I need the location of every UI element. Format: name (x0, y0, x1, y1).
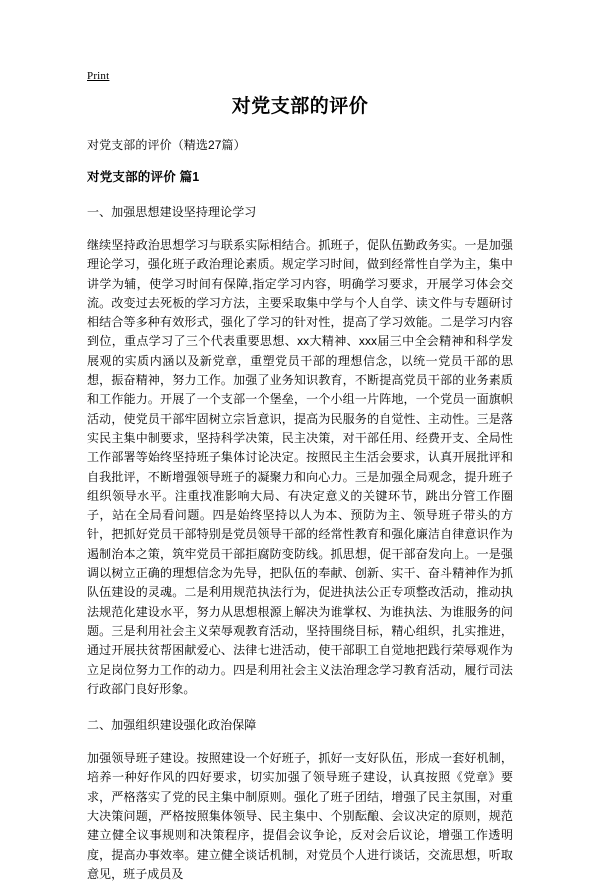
section-body-1: 继续坚持政治思想学习与联系实际相结合。抓班子，促队伍勤政务实。一是加强理论学习，强化班子政治理论素质。规定学习时间，做到经常性自学为主，集中讲学为辅，使学习时间有保障,指定学习内容，明确学习要求，开展学习体会交流。改变过去死板的学习方法，主要采取集中学与个人自学、读文件与专题研讨相结合等多种有效形式，强化了学习的针对性，提高了学习效能。二是学习内容到位，重点学习了三个代表重要思想、xx大精神、xxx届三中全会精神和科学发展观的实质内涵以及新党章，重塑党员干部的理想信念，以统一党员干部的思想，振奋精神，努力工作。加强了业务知识教育，不断提高党员干部的业务素质和工作能力。开展了一个支部一个堡垒，一个小组一片阵地，一个党员一面旗帜活动，使党员干部牢固树立宗旨意识，提高为民服务的自觉性、主动性。三是落实民主集中制要求，坚持科学决策，民主决策，对干部任用、经费开支、全局性工作部署等始终坚持班子集体讨论决定。按照民主生活会要求，认真开展批评和自我批评，不断增强领导班子的凝聚力和向心力。三是加强全局观念，提升班子组织领导水平。注重找准影响大局、有决定意义的关键环节，跳出分管工作圈子，站在全局看问题。四是始终坚持以人为本、预防为主、领导班子带头的方针，把抓好党员干部特别是党员领导干部的经常性教育和强化廉洁自律意识作为遏制治本之策，筑牢党员干部拒腐防变防线。抓思想，促干部奋发向上。一是强调以树立正确的理想信念为先导，把队伍的奉献、创新、实干、奋斗精神作为抓队伍建设的灵魂。二是利用规范执法行为，促进执法公正专项整改活动，推动执法规范化建设水平，努力从思想根源上解决为谁掌权、为谁执法、为谁服务的问题。三是利用社会主义荣辱观教育活动，坚持围绕目标，精心组织，扎实推进，通过开展扶贫帮困献爱心、法律七进活动，使干部职工自觉地把践行荣辱观作为立足岗位努力工作的动力。四是利用社会主义法治理念学习教育活动，履行司法行政部门良好形象。 (87, 238, 513, 696)
document-subtitle: 对党支部的评价（精选27篇） (87, 138, 246, 152)
document-content (87, 94, 513, 884)
section-heading-2: 二、加强组织建设强化政治保障 (87, 718, 257, 733)
article-heading: 对党支部的评价 篇1 (87, 170, 200, 184)
section-body-2: 加强领导班子建设。按照建设一个好班子，抓好一支好队伍，形成一套好机制，培养一种好作风的四好要求，切实加强了领导班子建设，认真按照《党章》要求，严格落实了党的民主集中制原则。强化了班子团结，增强了民主氛围，对重大决策问题，严格按照集体领导、民主集中、个别酝酿、会议决定的原则，规范建立健全议事规则和决策程序，提倡会议争论，反对会后议论，增强工作透明度，提高办事效率。建立健全谈话机制，对党员个人进行谈话，交流思想，听取意见，班子成员及 (87, 751, 513, 881)
section-heading-1: 一、加强思想建设坚持理论学习 (87, 205, 257, 219)
page-title: 对党支部的评价 (231, 96, 369, 117)
print-link[interactable]: Print (87, 70, 110, 82)
